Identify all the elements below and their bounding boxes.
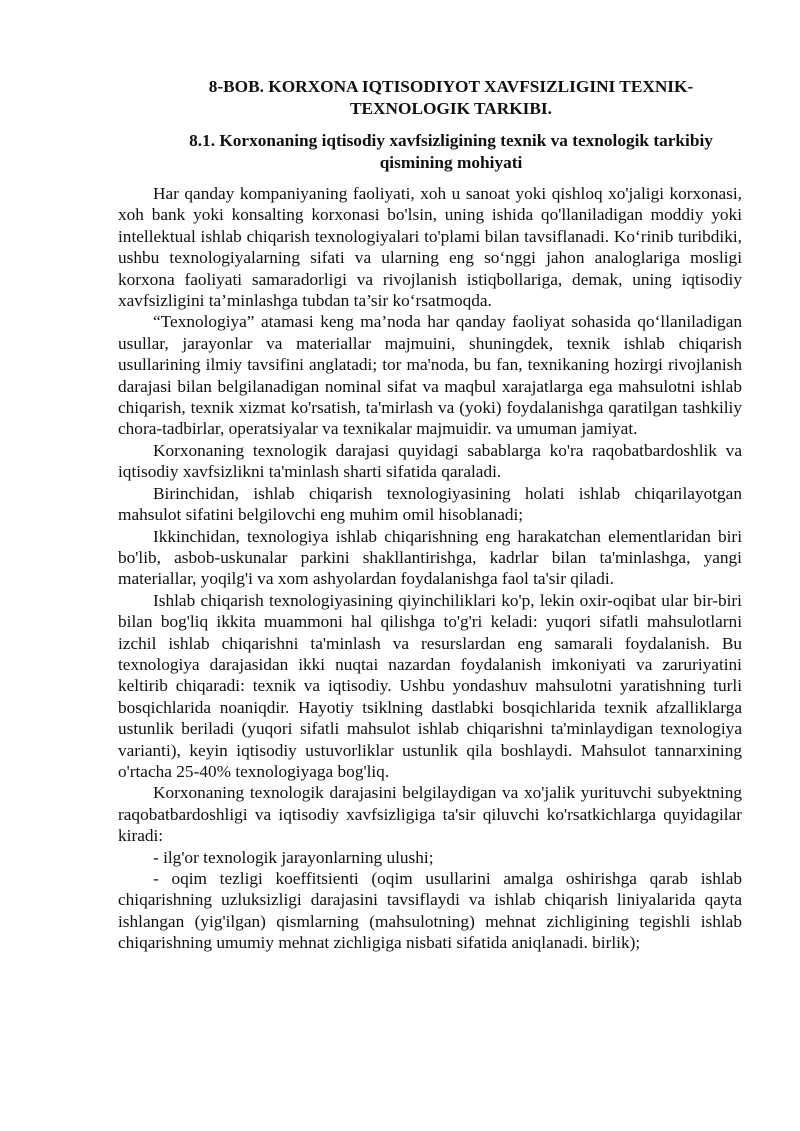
paragraph-technological-level: Korxonaning texnologik darajasi quyidagi sabablarga ko'ra raqobatbardoshlik va iqtisodiy xavfsizlikni ta'minlash sharti sifatida qaraladi. [118, 440, 742, 482]
list-item-advanced-processes: - ilg'or texnologik jarayonlarning ulushi; [153, 847, 434, 867]
chapter-title: 8-BOB. KORXONA IQTISODIYOT XAVFSIZLIGINI TEXNIK-TEXNOLOGIK TARKIBI. [208, 77, 694, 118]
section-title: 8.1. Korxonaning iqtisodiy xavfsizligining texnik va texnologik tarkibiy qismining mohiyati [189, 131, 713, 172]
list-item-flow-rate-coefficient: - oqim tezligi koeffitsienti (oqim usullarini amalga oshirishga qarab ishlab chiqarishning uzluksizligi darajasini tavsiflaydi va ishlab chiqarish liniyalarida qayta ishlangan (yig'ilgan) qismlarning (mahsulotning) mehnat zichligining tegishli ishlab chiqarishning umumiy mehnat zichligiga nisbati sifatida aniqlanadi. birlik); [118, 869, 742, 953]
paragraph-production-challenges: Ishlab chiqarish texnologiyasining qiyinchiliklari ko'p, lekin oxir-oqibat ular bir-biri bilan bog'liq ikkita muammoni hal qilishga to'g'ri keladi: yuqori sifatli mahsulotlarni izchil ishlab chiqarishni ta'minlash va resurslardan eng samarali foydalanish. Bu texnologiya darajasidan ikki nuqtai nazardan foydalanish imkoniyati va zaruriyatini keltirib chiqaradi: texnik va iqtisodiy. Ushbu yondashuv mahsulotni yaratishning turli bosqichlarida noaniqdir. Hayotiy tsiklning dastlabki bosqichlarida texnik afzalliklarga ustunlik beriladi (yuqori sifatli mahsulot ishlab chiqarishni ta'minlaydigan texnologiya varianti), keyin iqtisodiy ustuvorliklar ustunlik qila boshlaydi. Mahsulot tannarxining o'rtacha 25-40% texnologiyaga bog'liq. [118, 590, 742, 781]
paragraph-technology-definition: “Texnologiya” atamasi keng ma’noda har qanday faoliyat sohasida qo‘llaniladigan usullar, jarayonlar va materiallar majmuini, shuningdek, texnik ishlab chiqarish usullarining ilmiy tavsifini anglatadi; tor ma'noda, bu fan, texnikaning hozirgi rivojlanish darajasi bilan belgilanadigan nominal sifat va maqbul xarajatlarga ega mahsulotni ishlab chiqarish, texnik xizmat ko'rsatish, ta'mirlash va (yoki) foydalanishga qaratilgan tashkiliy chora-tadbirlar, operatsiyalar va texnikalar majmuidir. va umuman jamiyat. [118, 312, 742, 439]
paragraph-first-reason: Birinchidan, ishlab chiqarish texnologiyasining holati ishlab chiqarilayotgan mahsulot sifatini belgilovchi eng muhim omil hisoblanadi; [118, 483, 742, 525]
paragraph-indicators-intro: Korxonaning texnologik darajasini belgilaydigan va xo'jalik yurituvchi subyektning raqobatbardoshligi va iqtisodiy xavfsizligiga ta'sir qiluvchi ko'rsatkichlarga quyidagilar kiradi: [118, 783, 742, 846]
paragraph-intro: Har qanday kompaniyaning faoliyati, xoh u sanoat yoki qishloq xo'jaligi korxonasi, xoh bank yoki konsalting korxonasi bo'lsin, uning ishida qo'llaniladigan moddiy yoki intellektual ishlab chiqarish texnologiyalari to'plami bilan tavsiflanadi. Ko‘rinib turibdiki, ushbu texnologiyalarning sifati va ularning eng so‘nggi jahon analoglariga mosligi korxona faoliyati samaradorligi va rivojlanish istiqbollariga, demak, uning iqtisodiy xavfsizligini ta’minlashga tubdan ta’sir ko‘rsatmoqda. [118, 184, 742, 311]
document-page [118, 76, 742, 954]
paragraph-second-reason: Ikkinchidan, texnologiya ishlab chiqarishning eng harakatchan elementlaridan biri bo'lib, asbob-uskunalar parkini shakllantirishga, kadrlar bilan ta'minlashga, yangi materiallar, yoqilg'i va xom ashyolardan foydalanishga faol ta'sir qiladi. [118, 526, 742, 589]
